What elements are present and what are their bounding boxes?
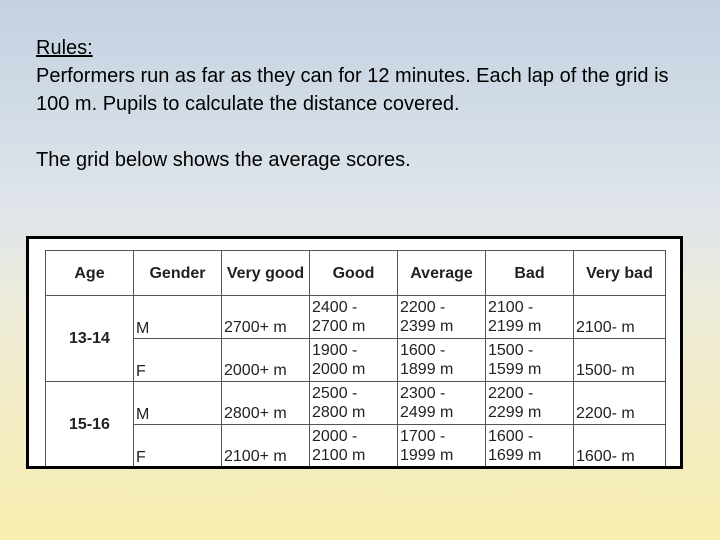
- average-cell: 2200 - 2399 m: [398, 296, 486, 339]
- header-very-good: Very good: [222, 251, 310, 296]
- slide-text: [36, 34, 676, 174]
- very-bad-cell: 2200- m: [574, 382, 666, 425]
- gender-cell: F: [134, 425, 222, 468]
- very-bad-cell: 1500- m: [574, 339, 666, 382]
- grid-note: The grid below shows the average scores.: [36, 149, 411, 171]
- average-cell: 1600 - 1899 m: [398, 339, 486, 382]
- bad-cell: 1600 - 1699 m: [486, 425, 574, 468]
- header-age: Age: [46, 251, 134, 296]
- header-bad: Bad: [486, 251, 574, 296]
- very-good-cell: 2000+ m: [222, 339, 310, 382]
- rules-paragraph: Performers run as far as they can for 12 minutes. Each lap of the grid is 100 m. Pupils to calculate the distance covered.: [36, 65, 669, 115]
- bad-cell: 1500 - 1599 m: [486, 339, 574, 382]
- scores-table: [45, 250, 666, 468]
- gender-cell: M: [134, 382, 222, 425]
- good-cell: 2000 - 2100 m: [310, 425, 398, 468]
- good-cell: 1900 - 2000 m: [310, 339, 398, 382]
- scores-table-frame: [26, 236, 683, 469]
- average-cell: 1700 - 1999 m: [398, 425, 486, 468]
- header-row: [46, 251, 666, 296]
- gender-cell: M: [134, 296, 222, 339]
- table-row: [46, 339, 666, 382]
- header-good: Good: [310, 251, 398, 296]
- average-cell: 2300 - 2499 m: [398, 382, 486, 425]
- good-cell: 2400 - 2700 m: [310, 296, 398, 339]
- spacer: [36, 118, 676, 146]
- header-gender: Gender: [134, 251, 222, 296]
- very-good-cell: 2800+ m: [222, 382, 310, 425]
- bad-cell: 2200 - 2299 m: [486, 382, 574, 425]
- bad-cell: 2100 - 2199 m: [486, 296, 574, 339]
- age-cell: 15-16: [46, 382, 134, 468]
- age-cell: 13-14: [46, 296, 134, 382]
- table-row: [46, 382, 666, 425]
- table-row: [46, 296, 666, 339]
- gender-cell: F: [134, 339, 222, 382]
- header-average: Average: [398, 251, 486, 296]
- rules-heading: Rules:: [36, 37, 93, 59]
- very-good-cell: 2700+ m: [222, 296, 310, 339]
- very-bad-cell: 1600- m: [574, 425, 666, 468]
- very-bad-cell: 2100- m: [574, 296, 666, 339]
- very-good-cell: 2100+ m: [222, 425, 310, 468]
- header-very-bad: Very bad: [574, 251, 666, 296]
- good-cell: 2500 - 2800 m: [310, 382, 398, 425]
- table-row: [46, 425, 666, 468]
